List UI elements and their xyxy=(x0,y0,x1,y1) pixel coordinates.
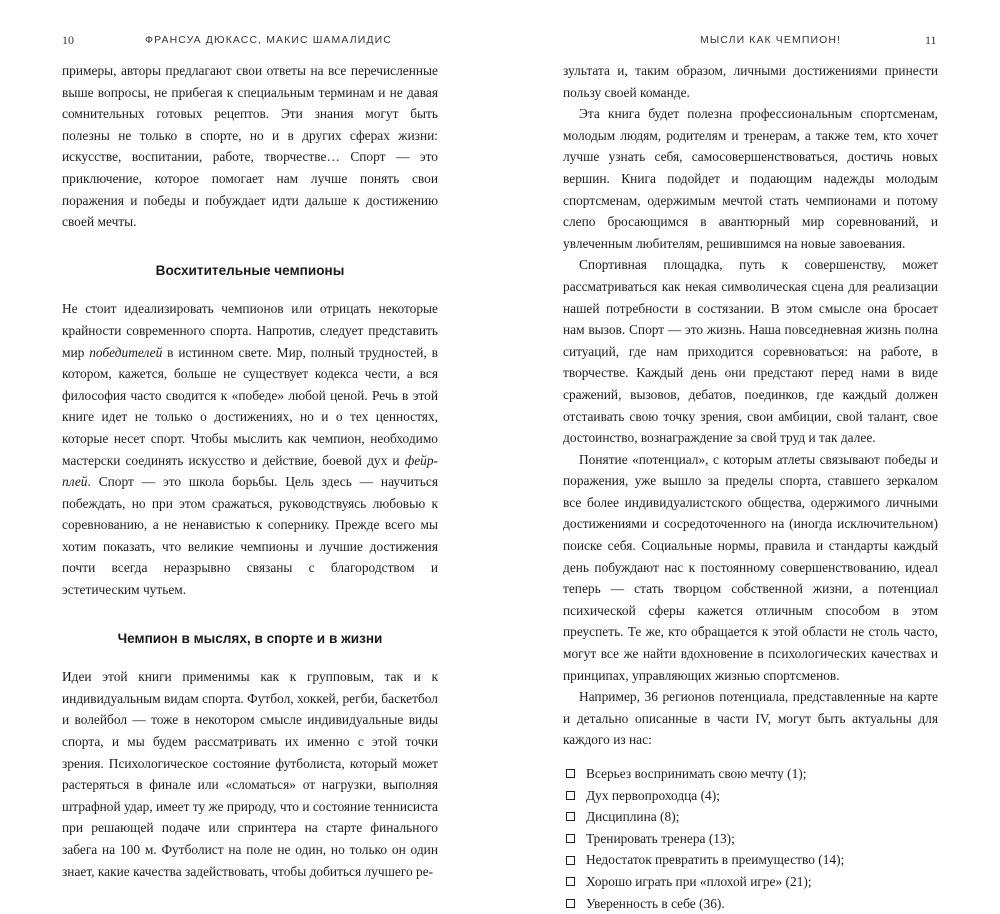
section-title: Чемпион в мыслях, в спорте и в жизни xyxy=(117,630,383,646)
checkbox-icon xyxy=(566,899,575,908)
right-page-body xyxy=(563,60,938,914)
paragraph: зультата и, таким образом, личными достижениями принести пользу своей команде. xyxy=(563,63,938,100)
checkbox-icon xyxy=(566,877,575,886)
checkbox-icon xyxy=(566,834,575,843)
paragraph: Понятие «потенциал», с которым атлеты связывают победы и поражения, уже вышло за пределы спорта, ставшего зеркалом все более индивидуалистского общества, одержимого личными достижениями и сосредоточенного на (иногда исключительном) поиске себя. Социальные нормы, правила и стандарты каждый день побуждают нас к постоянному совершенствованию, идеал теперь — стать творцом собственной жизни, а потенциал психической сферы кажется отличным способом в этом преуспеть. Те же, кто обращается к этой области не столь часто, могут все же найти вдохновение в психологических качествах и принципах, управляющих жизнью спортсменов. xyxy=(563,451,938,683)
list-item xyxy=(563,785,938,807)
list-item xyxy=(563,849,938,871)
text-run: Не стоит идеализировать чемпионов или отрицать некоторые крайности современного спорта. Напротив, следует представить мир xyxy=(62,301,438,360)
paragraph xyxy=(62,298,438,600)
checklist xyxy=(563,763,938,914)
left-page xyxy=(0,0,500,879)
list-item xyxy=(563,893,938,914)
list-item-text: Дисциплина (8); xyxy=(586,809,680,825)
right-page xyxy=(500,0,1000,911)
list-item-text: Дух первопроходца (4); xyxy=(586,787,720,803)
checkbox-icon xyxy=(566,812,575,821)
paragraph: примеры, авторы предлагают свои ответы на все перечисленные выше вопросы, не прибегая к специальным терминам и не давая сомнительных готовых рецептов. Эти знания могут быть полезны не только в спорте, но и в других сферах жизни: искусстве, воспитании, работе, творчестве… Спорт — это приключение, которое помогает нам лучше понять свои поражения и победы и побуждает идти дальше к достижению своей мечты. xyxy=(62,63,438,230)
list-item-text: Всерьез воспринимать свою мечту (1); xyxy=(586,766,807,781)
paragraph: Например, 36 регионов потенциала, представленные на карте и детально описанные в части IV, могут быть актуальны для каждого из нас: xyxy=(563,689,938,748)
paragraph: Идеи этой книги применимы как к групповым, так и к индивидуальным видам спорта. Футбол, хоккей, регби, баскетбол и волейбол — тоже в некотором смысле индивидуальные виды спорта, и мы будем рассматривать их именно с этой точки зрения. Психологическое состояние футболиста, который может растеряться в финале или «сломаться» от нагрузки, выполняя штрафной удар, имеет ту же природу, что и состояние теннисиста при решающей подаче или спринтера на старте финального забега на 100 м. Футболист на поле не один, но только он один знает, какие качества задействовать, чтобы добиться лучшего ре- xyxy=(62,669,438,879)
list-item-text: Уверенность в себе (36). xyxy=(586,895,725,911)
checkbox-icon xyxy=(566,769,575,778)
list-item-text: Хорошо играть при «плохой игре» (21); xyxy=(586,873,812,889)
list-item-text: Тренировать тренера (13); xyxy=(586,830,735,846)
left-page-body xyxy=(62,60,438,882)
running-head-authors: ФРАНСУА ДЮКАСС, МАКИС ШАМАЛИДИС xyxy=(145,34,392,46)
page-number: 10 xyxy=(62,33,74,47)
italic-term: победителей xyxy=(89,344,163,360)
paragraph: Спортивная площадка, путь к совершенству, может рассматриваться как некая символическая сцена для реализации нашей потребности в состязании. В этом смысле она бросает нам вызов. Спорт — это жизнь. Наша повседневная жизнь полна ситуаций, где нам приходится соревноваться: на работе, в творчестве. Каждый день они предстают перед нами в виде сражений, вызовов, дебатов, поединков, где каждый должен отстаивать свою точку зрения, свои амбиции, свой талант, свое достоинство, вознаграждение за свой труд и так далее. xyxy=(563,257,938,446)
text-run: в истинном свете. Мир, полный трудностей, в котором, кажется, больше не существует кодекса чести, а вся философия часто сводится к «победе» любой ценой. Речь в этой книге идет не только о достижениях, но и о тех ценностях, которые несет спорт. Чтобы мыслить как чемпион, необходимо мастерски соединять искусство и действие, боевой дух и xyxy=(62,344,438,468)
list-item xyxy=(563,763,938,785)
list-item xyxy=(563,828,938,850)
checkbox-icon xyxy=(566,856,575,865)
text-run: . Спорт — это школа борьбы. Цель здесь — научиться побеждать, но при этом сражаться, руководствуясь любовью к соревнованию, а не ненавистью к сопернику. Прежде всего мы хотим показать, что великие чемпионы и лучшие достижения почти всегда неразрывно связаны с благородством и эстетическим чутьем. xyxy=(62,474,438,598)
section-title: Восхитительные чемпионы xyxy=(155,262,345,278)
italic-term: фейр-плей xyxy=(62,452,438,490)
list-item xyxy=(563,871,938,893)
list-item-text: Недостаток превратить в преимущество (14); xyxy=(586,852,845,868)
list-item xyxy=(563,806,938,828)
page-number: 11 xyxy=(925,33,937,47)
running-head-title: МЫСЛИ КАК ЧЕМПИОН! xyxy=(700,34,842,46)
checkbox-icon xyxy=(566,791,575,800)
paragraph: Эта книга будет полезна профессиональным спортсменам, молодым людям, родителям и тренерам, а также тем, кто хочет лучше узнать себя, самосовершенствоваться, достичь новых вершин. Книга подойдет и подающим надежды молодым спортсменам, одержимым мечтой стать чемпионами и потому слепо бросающимся в авантюрный мир соревнований, и увлеченным любителям, решившимся на новые завоевания. xyxy=(563,106,938,251)
